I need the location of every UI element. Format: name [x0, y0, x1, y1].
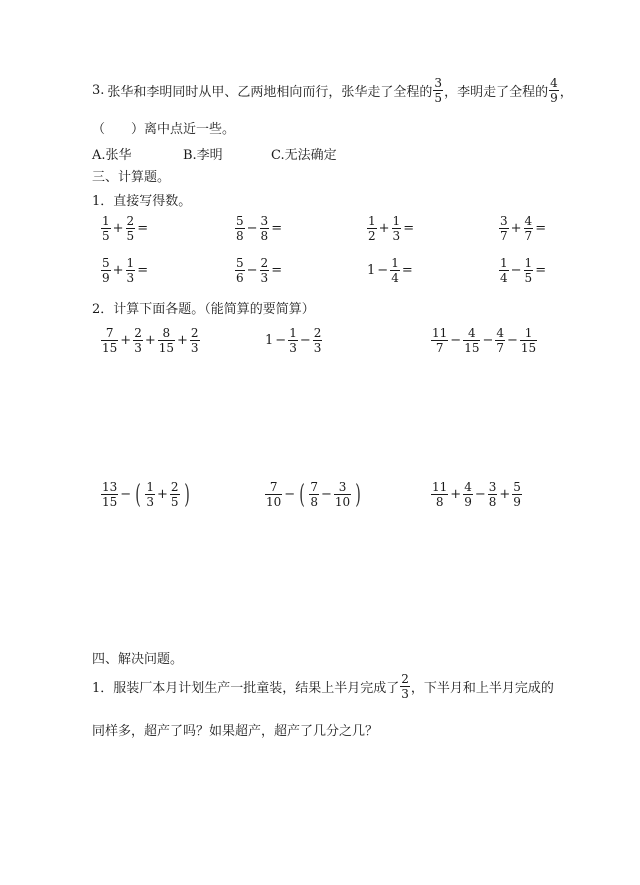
- fraction: [463, 480, 473, 509]
- fraction: [126, 214, 136, 243]
- fraction: [400, 672, 410, 701]
- option-a: A.张华: [92, 148, 132, 163]
- numerator: 11: [432, 326, 448, 340]
- denominator: 7: [435, 341, 444, 355]
- denominator: 8: [435, 495, 444, 509]
- numerator: 5: [236, 256, 244, 270]
- numerator: 2: [260, 256, 269, 270]
- operator: −: [284, 487, 296, 502]
- denominator: 15: [158, 341, 175, 355]
- direct-calc-item: [498, 256, 547, 285]
- numerator: 11: [432, 480, 448, 494]
- numerator: 7: [269, 480, 278, 494]
- fraction: [549, 76, 559, 105]
- denominator: 3: [260, 271, 269, 285]
- direct-calc-item: [100, 256, 149, 285]
- denominator: 3: [401, 687, 409, 701]
- fraction: [133, 326, 143, 355]
- operator: −: [482, 333, 494, 348]
- numerator: 1: [126, 256, 135, 270]
- calc-expression: [430, 480, 523, 509]
- fraction: [392, 214, 402, 243]
- operator: =: [137, 263, 149, 278]
- operator: 1: [367, 263, 376, 278]
- fraction: [431, 326, 448, 355]
- fraction: [288, 326, 298, 355]
- numerator: 4: [496, 326, 505, 340]
- problem-text: 1．服装厂本月计划生产一批童装，结果上半月完成了: [92, 681, 400, 696]
- operator: =: [535, 263, 547, 278]
- operator: +: [156, 487, 168, 502]
- operator: −: [275, 333, 287, 348]
- denominator: 9: [102, 271, 110, 285]
- fraction: [313, 326, 323, 355]
- fraction: [499, 256, 509, 285]
- problem-1-line: [92, 672, 554, 701]
- numerator: 8: [162, 326, 171, 340]
- denominator: 7: [524, 229, 533, 243]
- fraction: [524, 256, 534, 285]
- operator: −: [377, 263, 389, 278]
- option-c: C.无法确定: [271, 148, 337, 163]
- fraction: [390, 256, 400, 285]
- numerator: 7: [310, 480, 318, 494]
- operator: −: [299, 333, 311, 348]
- question-number: 3.: [92, 83, 105, 98]
- operator: −: [246, 263, 258, 278]
- numerator: 1: [524, 326, 533, 340]
- operator: −: [474, 487, 486, 502]
- fraction: [463, 326, 480, 355]
- direct-calc-item: [498, 214, 547, 243]
- numerator: 1: [392, 214, 401, 228]
- numerator: 1: [500, 256, 508, 270]
- numerator: 4: [524, 214, 533, 228]
- parenthesis: (: [135, 479, 142, 510]
- numerator: 2: [190, 326, 199, 340]
- numerator: 3: [500, 214, 508, 228]
- fraction: [499, 214, 509, 243]
- operator: +: [499, 487, 511, 502]
- denominator: 8: [488, 495, 497, 509]
- direct-calc-item: [366, 256, 414, 285]
- question-text: ，: [559, 85, 573, 100]
- numerator: 13: [102, 480, 118, 494]
- operator: +: [112, 221, 124, 236]
- numerator: 3: [338, 480, 347, 494]
- calc-expression: [100, 326, 201, 355]
- operator: =: [403, 221, 415, 236]
- fraction: [170, 480, 180, 509]
- operator: +: [112, 263, 124, 278]
- denominator: 9: [513, 495, 521, 509]
- denominator: 6: [236, 271, 244, 285]
- fraction: [488, 480, 498, 509]
- numerator: 5: [102, 256, 110, 270]
- numerator: 7: [105, 326, 114, 340]
- fraction: [101, 214, 111, 243]
- numerator: 4: [464, 480, 472, 494]
- denominator: 8: [310, 495, 318, 509]
- denominator: 7: [500, 229, 508, 243]
- denominator: 3: [289, 341, 297, 355]
- operator: +: [120, 333, 132, 348]
- denominator: 2: [368, 229, 376, 243]
- denominator: 4: [391, 271, 399, 285]
- operator: −: [510, 263, 522, 278]
- denominator: 5: [524, 271, 533, 285]
- numerator: 5: [236, 214, 244, 228]
- fraction: [431, 480, 448, 509]
- numerator: 5: [513, 480, 521, 494]
- section-heading: 三、计算题。: [92, 170, 171, 185]
- denominator: 3: [126, 271, 135, 285]
- numerator: 3: [434, 76, 443, 90]
- operator: +: [510, 221, 522, 236]
- parenthesis: (: [299, 479, 306, 510]
- denominator: 7: [496, 341, 505, 355]
- numerator: 1: [368, 214, 376, 228]
- numerator: 2: [313, 326, 322, 340]
- denominator: 10: [334, 495, 351, 509]
- operator: −: [507, 333, 518, 348]
- operator: 1: [265, 333, 274, 348]
- direct-calc-item: [234, 256, 283, 285]
- denominator: 4: [500, 271, 508, 285]
- denominator: 9: [550, 91, 558, 105]
- numerator: 2: [401, 672, 409, 686]
- problem-text: 同样多，超产了吗？如果超产，超产了几分之几？: [92, 724, 379, 739]
- denominator: 5: [170, 495, 179, 509]
- numerator: 1: [391, 256, 399, 270]
- fraction: [101, 326, 118, 355]
- numerator: 3: [260, 214, 269, 228]
- denominator: 3: [392, 229, 401, 243]
- denominator: 3: [146, 495, 154, 509]
- subsection-heading: 2．计算下面各题。（能简算的要简算）: [92, 302, 315, 317]
- operator: −: [246, 221, 258, 236]
- numerator: 4: [468, 326, 476, 340]
- denominator: 3: [313, 341, 322, 355]
- operator: =: [535, 221, 547, 236]
- question-text: 张华和李明同时从甲、乙两地相向而行，张华走了全程的: [107, 85, 433, 100]
- fraction: [433, 76, 443, 105]
- fraction: [126, 256, 136, 285]
- fraction: [235, 214, 245, 243]
- numerator: 1: [146, 480, 154, 494]
- fraction: [520, 326, 537, 355]
- denominator: 9: [464, 495, 472, 509]
- numerator: 2: [134, 326, 142, 340]
- denominator: 5: [102, 229, 110, 243]
- denominator: 15: [464, 341, 480, 355]
- operator: +: [450, 487, 462, 502]
- calc-expression: [100, 480, 193, 509]
- fraction: [309, 480, 319, 509]
- denominator: 8: [260, 229, 269, 243]
- operator: +: [177, 333, 188, 348]
- numerator: 1: [289, 326, 297, 340]
- numerator: 1: [524, 256, 533, 270]
- numerator: 1: [102, 214, 110, 228]
- denominator: 15: [102, 341, 118, 355]
- fraction: [101, 480, 118, 509]
- fraction: [334, 480, 351, 509]
- denominator: 5: [434, 91, 443, 105]
- denominator: 3: [134, 341, 142, 355]
- numerator: 3: [488, 480, 497, 494]
- denominator: 3: [190, 341, 199, 355]
- problem-text: ，下半月和上半月完成的: [410, 681, 554, 696]
- operator: =: [271, 221, 283, 236]
- option-b: B.李明: [183, 148, 223, 163]
- denominator: 15: [520, 341, 537, 355]
- operator: −: [320, 487, 332, 502]
- direct-calc-item: [366, 214, 415, 243]
- question-3-line: [92, 76, 573, 105]
- operator: +: [378, 221, 390, 236]
- calc-expression: [264, 480, 364, 509]
- fraction: [512, 480, 522, 509]
- calc-expression: [430, 326, 538, 355]
- denominator: 5: [126, 229, 135, 243]
- fraction: [101, 256, 111, 285]
- operator: −: [450, 333, 462, 348]
- fraction: [260, 256, 270, 285]
- denominator: 8: [236, 229, 244, 243]
- numerator: 4: [550, 76, 558, 90]
- fraction: [265, 480, 282, 509]
- direct-calc-item: [100, 214, 149, 243]
- section-heading: 四、解决问题。: [92, 652, 184, 667]
- fraction: [495, 326, 505, 355]
- operator: =: [271, 263, 283, 278]
- denominator: 10: [266, 495, 282, 509]
- numerator: 2: [170, 480, 179, 494]
- fraction: [367, 214, 377, 243]
- numerator: 2: [126, 214, 135, 228]
- operator: =: [137, 221, 149, 236]
- denominator: 15: [102, 495, 118, 509]
- fraction: [235, 256, 245, 285]
- direct-calc-item: [234, 214, 283, 243]
- fraction: [145, 480, 155, 509]
- fraction: [158, 326, 175, 355]
- parenthesis: ): [355, 479, 362, 510]
- answer-blank-line: （ ）离中点近一些。: [92, 122, 236, 137]
- operator: =: [401, 263, 413, 278]
- calc-expression: [264, 326, 323, 355]
- operator: +: [144, 333, 156, 348]
- fraction: [260, 214, 270, 243]
- question-text: ，李明走了全程的: [444, 85, 549, 100]
- parenthesis: ): [183, 479, 190, 510]
- operator: −: [120, 487, 132, 502]
- subsection-heading: 1．直接写得数。: [92, 194, 192, 209]
- fraction: [524, 214, 534, 243]
- fraction: [190, 326, 200, 355]
